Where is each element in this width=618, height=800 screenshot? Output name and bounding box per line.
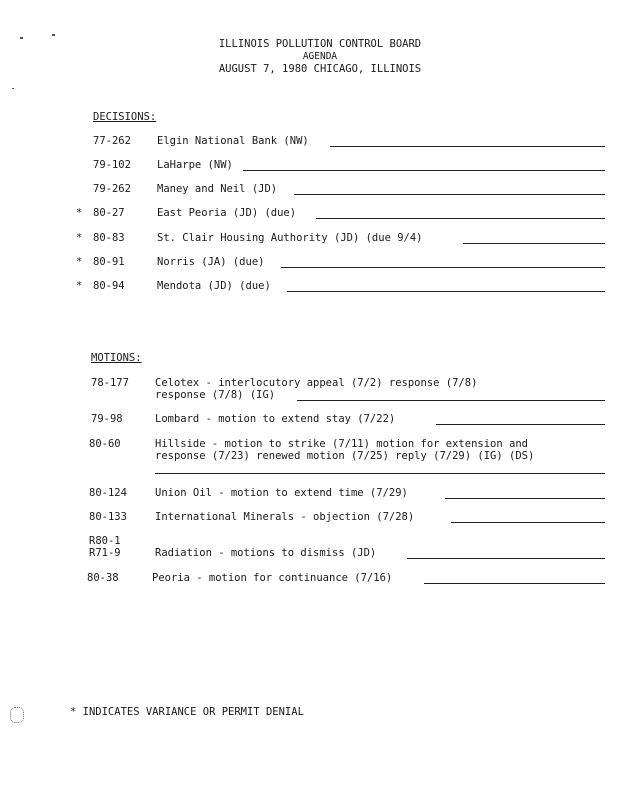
entry-line: [451, 522, 605, 523]
motion-text: International Minerals - objection (7/28): [155, 511, 415, 523]
entry-line: [445, 498, 605, 499]
scan-speck: [12, 88, 14, 89]
docket-number: 79-262: [93, 183, 131, 195]
docket-number: 79-98: [91, 413, 123, 425]
docket-number: R80-1: [89, 535, 121, 547]
entry-line: [155, 473, 605, 474]
motion-text: Celotex - interlocutory appeal (7/2) response (7/8): [155, 377, 478, 389]
date-location: AUGUST 7, 1980 CHICAGO, ILLINOIS: [218, 63, 422, 75]
footnote: * INDICATES VARIANCE OR PERMIT DENIAL: [70, 706, 304, 718]
scan-speck: [52, 34, 55, 36]
docket-number: 80-91: [93, 256, 125, 268]
motion-text: Radiation - motions to dismiss (JD): [155, 547, 377, 559]
variance-star: *: [76, 207, 83, 219]
variance-star: *: [76, 256, 83, 268]
docket-number-second: R71-9: [89, 547, 121, 559]
decision-title: LaHarpe (NW): [157, 159, 233, 171]
decision-title: Norris (JA) (due): [157, 256, 265, 268]
agenda-title: AGENDA: [302, 51, 338, 62]
entry-line: [330, 146, 605, 147]
docket-number: 80-94: [93, 280, 125, 292]
scan-speck: [10, 707, 24, 723]
motions-heading: MOTIONS:: [91, 352, 142, 364]
entry-line: [243, 170, 605, 171]
decisions-heading: DECISIONS:: [93, 111, 157, 123]
entry-line: [287, 291, 605, 292]
motion-text: Peoria - motion for continuance (7/16): [152, 572, 393, 584]
motion-text: Hillside - motion to strike (7/11) motion for extension and: [155, 438, 528, 450]
variance-star: *: [76, 280, 83, 292]
decision-title: Elgin National Bank (NW): [157, 135, 309, 147]
motion-text: Lombard - motion to extend stay (7/22): [155, 413, 396, 425]
entry-line: [294, 194, 605, 195]
docket-number: 80-83: [93, 232, 125, 244]
entry-line: [463, 243, 605, 244]
docket-number: 80-38: [87, 572, 119, 584]
docket-number: 80-60: [89, 438, 121, 450]
motion-text-continued: response (7/23) renewed motion (7/25) reply (7/29) (IG) (DS): [155, 450, 535, 462]
entry-line: [436, 424, 605, 425]
entry-line: [316, 218, 605, 219]
decision-title: St. Clair Housing Authority (JD) (due 9/4): [157, 232, 423, 244]
docket-number: 80-133: [89, 511, 127, 523]
docket-number: 77-262: [93, 135, 131, 147]
docket-number: 78-177: [91, 377, 129, 389]
entry-line: [281, 267, 605, 268]
motion-text: Union Oil - motion to extend time (7/29): [155, 487, 408, 499]
decision-title: Mendota (JD) (due): [157, 280, 271, 292]
docket-number: 80-124: [89, 487, 127, 499]
board-title: ILLINOIS POLLUTION CONTROL BOARD: [218, 38, 422, 50]
docket-number: 79-102: [93, 159, 131, 171]
variance-star: *: [76, 232, 83, 244]
docket-number: 80-27: [93, 207, 125, 219]
decision-title: Maney and Neil (JD): [157, 183, 278, 195]
entry-line: [407, 558, 605, 559]
entry-line: [297, 400, 605, 401]
entry-line: [424, 583, 605, 584]
decision-title: East Peoria (JD) (due): [157, 207, 297, 219]
motion-text-continued: response (7/8) (IG): [155, 389, 276, 401]
